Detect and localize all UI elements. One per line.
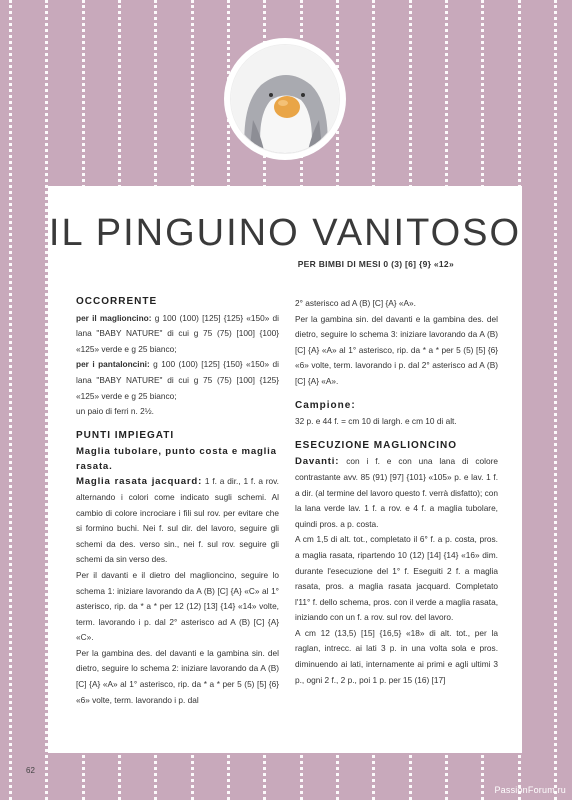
page-number: 62 [26, 766, 35, 775]
maglioncino-paragraph [76, 311, 279, 358]
esecuzione-heading: ESECUZIONE MAGLIONCINO [295, 439, 458, 451]
penguin-medallion [224, 38, 346, 160]
jacquard-paragraph [76, 474, 279, 568]
pantaloncini-paragraph [76, 357, 279, 404]
punti-subheading: Maglia tubolare, punto costa e maglia rasata. [76, 446, 277, 473]
gambina2-paragraph: Per la gambina sin. del davanti e la gambina des. del dietro, seguire lo schema 3: iniziare lavorando da A (B) [C] {A} «A» al 1° asterisco, rip. da * a * per 5 (5) [5] {6} «6» volte, term. lavorando i p. dal 2° asterisco ad A (B) [C] {A} «A». [295, 313, 498, 386]
continued-text: 2° asterisco ad A (B) [C] {A} «A». [295, 298, 416, 308]
size-subtitle: PER BIMBI DI MESI 0 (3) [6] {9} «12» [297, 259, 454, 269]
right-column [295, 296, 498, 688]
maglioncino-text: g 100 (100) [125] {125} «150» di lana "BABY NATURE" di cui g 75 (75) [100] {100} «125» verde e g 25 bianco; [76, 312, 279, 354]
davanti-text: con i f. e con una lana di colore contrastante avv. 85 (91) [97] {101} «105» p. e lav. 1 f. a dir. (al termine del lavoro questo f. verrà disfatto); con la lana verde lav. 1 f. a rov. e 4 f. a maglia tubolare, quindi pros. a p. costa. [295, 456, 498, 529]
penguin-icon [231, 45, 340, 154]
watermark: PassionForum.ru [494, 785, 566, 795]
campione-heading: Campione: [295, 399, 356, 411]
gambina-paragraph: Per la gambina des. del davanti e la gambina sin. del dietro, seguire lo schema 2: iniziare lavorando da A (B) [C] {A} «A» al 1° asterisco, rip. da * a * per 5 (5) [5] {6} «6» volte, term. lavorando i p. dal [76, 647, 279, 705]
jacquard-text: 1 f. a dir., 1 f. a rov. alternando i colori come indicato sugli schemi. Al cambio di colore incrociare i fili sul rov. per evitare che si formino buchi. Nei f. sul dir. del lavoro, seguire gli schemi da des. verso sin., nei f. sul rov. seguire gli schemi da sin verso des. [76, 476, 279, 565]
ferri-text: un paio di ferri n. 2½. [76, 406, 154, 417]
pantaloncini-text: g 100 (100) [125] {150} «150» di lana "BABY NATURE" di cui g 75 (75) [100] {125} «125» verde e g 25 bianco; [76, 359, 279, 401]
page-title: IL PINGUINO VANITOSO [48, 212, 522, 254]
penguin-photo [230, 44, 340, 154]
raglan-p2: A cm 1,5 di alt. tot., completato il 6° f. a p. costa, pros. a maglia rasata, ripartendo 10 (12) [14] {14} «16» dim. durante l'esecuzione del 1° f. Eseguiti 2 f. a maglia rasata, pros. a maglia rasata jacquard. Completato l'11° f. dello schema, pros. con il verde a maglia rasata, iniziando con un f. a rov. sul rov. del lavoro. [295, 534, 498, 623]
campione-text: 32 p. e 44 f. = cm 10 di largh. e cm 10 di alt. [295, 416, 457, 427]
pantaloncini-label: per i pantaloncini: [76, 359, 150, 370]
left-column [76, 294, 279, 708]
pattern-card [48, 186, 522, 753]
raglan-p3: A cm 12 (13,5) [15] {16,5} «18» di alt. tot., per la raglan, intrecc. ai lati 3 p. in una volta sola e pros. diminuendo ai lati, internamente ai primi e agli ultimi 3 p., ogni 2 f., 2 p., poi 1 p. per 15 (16) [17] [295, 627, 498, 685]
davanti-dietro-paragraph: Per il davanti e il dietro del maglioncino, seguire lo schema 1: iniziare lavorando da A (B) [C] {A} «C» al 1° asterisco, rip. da * a * per 12 (12) [13] {14} «14» volte, term. lavorando i p. dal 2° asterisco ad A (B) [C] {A} «C». [76, 569, 279, 643]
dotted-line [9, 0, 12, 800]
dotted-line [554, 0, 557, 800]
davanti-label: Davanti: [295, 456, 340, 468]
davanti-paragraph [295, 454, 498, 532]
maglioncino-label: per il maglioncino: [76, 312, 152, 323]
jacquard-label: Maglia rasata jacquard: [76, 476, 203, 488]
occorrente-heading: OCCORRENTE [76, 296, 158, 307]
punti-heading: PUNTI IMPIEGATI [76, 429, 175, 441]
